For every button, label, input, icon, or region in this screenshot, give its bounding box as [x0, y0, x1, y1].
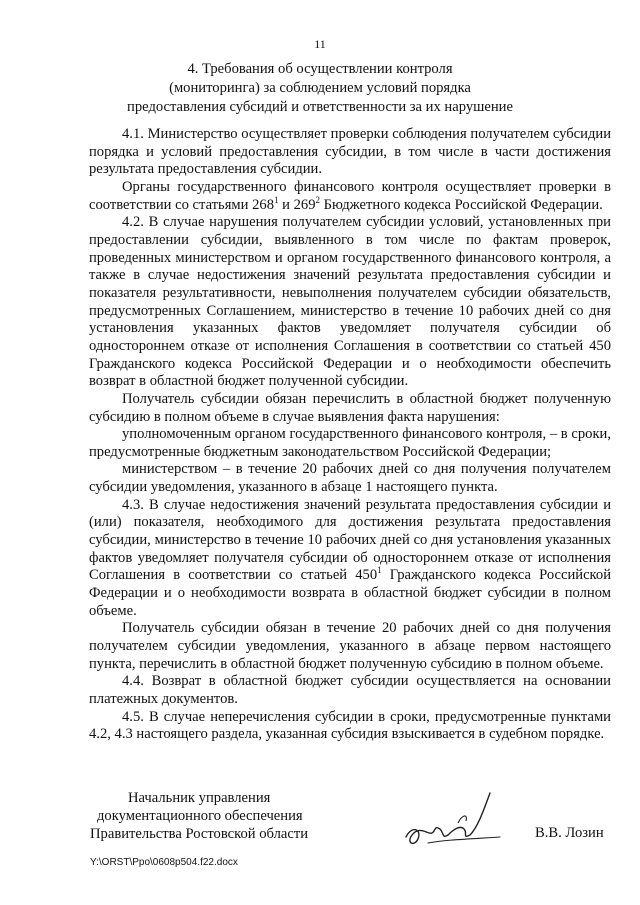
paragraph-4-3 [89, 497, 611, 621]
paragraph-control-body: уполномоченным органом государственного финансового контроля, – в сроки, предусмотренные бюджетным законодательством Российской Федерации; [89, 426, 611, 460]
document-body [89, 126, 611, 744]
section-heading [60, 60, 580, 117]
footnote-sup: 1 [274, 194, 279, 205]
signatory-title [90, 789, 308, 843]
file-path-footer: Y:\ORST\Ppo\0608p504.f22.docx [90, 857, 238, 868]
text-fragment: Органы государственного финансового контроля осуществляет проверки в соответствии со статьями 268 [89, 178, 611, 213]
signatory-line: Правительства Ростовской области [90, 826, 309, 842]
paragraph-financial-control [89, 179, 611, 214]
handwritten-signature [398, 785, 508, 855]
footnote-sup: 1 [377, 565, 382, 576]
paragraph-4-4: 4.4. Возврат в областной бюджет субсидии осуществляется на основании платежных документов. [89, 673, 611, 707]
paragraph-refund-obligation: Получатель субсидии обязан перечислить в областной бюджет полученную субсидию в полном объеме в случае выявления факта нарушения: [89, 390, 611, 425]
signatory-name: В.В. Лозин [535, 825, 604, 841]
heading-line: (мониторинга) за соблюдением условий порядка [169, 80, 471, 96]
paragraph-4-2: 4.2. В случае нарушения получателем субсидии условий, установленных при предоставлении субсидии, выявленного в том числе по фактам проверок, проведенных министерством и органом государственного финансового контроля, а также в случае недостижения значений результата предоставления субсидии и показателя результативности, невыполнения получателем субсидии обязательств, предусмотренных Соглашением, министерство в течение 10 рабочих дней со дня установления указанных фактов уведомляет получателя субсидии об одностороннем отказе от исполнения Соглашения в соответствии со статьей 450 Гражданского кодекса Российской Федерации и о необходимости обеспечить возврат в областной бюджет полученной субсидии. [89, 214, 611, 390]
paragraph-refund-20-days: Получатель субсидии обязан в течение 20 рабочих дней со дня получения получателем субсидии уведомления, указанного в абзаце первом настоящего пункта, перечислить в областной бюджет полученную субсидию в полном объеме. [89, 620, 611, 672]
text-fragment: 4.3. В случае недостижения значений результата предоставления субсидии и (или) показателя, необходимого для достижения результата предоставления субсидии, министерство в течение 10 рабочих дней со дня установления указанных фактов уведомляет получателя субсидии об одностороннем отказе от исполнения Соглашения в соответствии со статьей 450 [89, 496, 611, 584]
paragraph-4-1: 4.1. Министерство осуществляет проверки соблюдения получателем субсидии порядка и условий предоставления субсидии, в том числе в части достижения результата предоставления субсидии. [89, 126, 611, 178]
heading-line: предоставления субсидий и ответственности за их нарушение [127, 99, 513, 115]
signatory-line: Начальник управления [128, 790, 271, 806]
page-number: 11 [314, 37, 326, 51]
footnote-sup: 2 [315, 194, 320, 205]
text-fragment: Гражданского кодекса Российской Федерации и о необходимости возврата в областной бюджет субсидии в полном объеме. [89, 567, 612, 619]
text-fragment: и 269 [278, 196, 316, 213]
text-fragment: Бюджетного кодекса Российской Федерации. [320, 196, 603, 213]
signatory-line: документационного обеспечения [97, 808, 303, 824]
heading-line: 4. Требования об осуществлении контроля [187, 61, 453, 77]
paragraph-4-5: 4.5. В случае неперечисления субсидии в сроки, предусмотренные пунктами 4.2, 4.3 настоящего раздела, указанная субсидия взыскивается в судебном порядке. [89, 708, 611, 743]
paragraph-ministry: министерством – в течение 20 рабочих дней со дня получения получателем субсидии уведомления, указанного в абзаце 1 настоящего пункта. [89, 461, 611, 496]
